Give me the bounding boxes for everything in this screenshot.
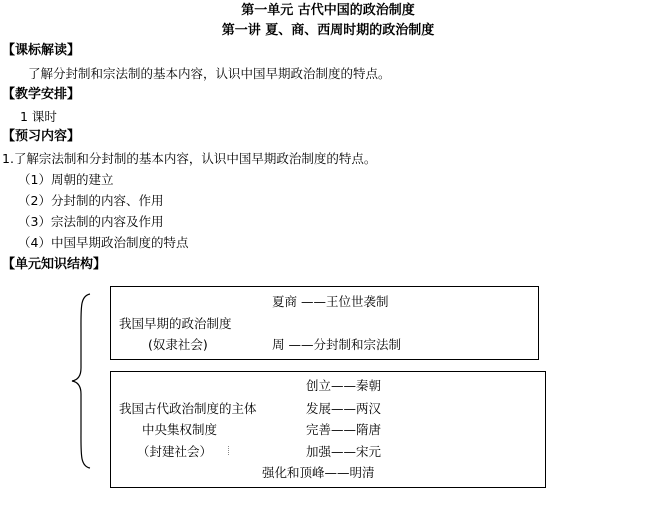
section-heading-schedule: 【教学安排】 (2, 87, 81, 102)
box1-left-label: 我国早期的政治制度 (119, 316, 232, 331)
preview-item: （1）周朝的建立 (18, 172, 114, 187)
schedule-text: 1 课时 (20, 109, 57, 124)
box2-left-sub1: 中央集权制度 (142, 422, 218, 437)
preview-item: （3）宗法制的内容及作用 (18, 214, 164, 229)
box2-left-label: 我国古代政治制度的主体 (119, 401, 257, 416)
box2-stage: 完善——隋唐 (306, 422, 382, 437)
box2-stage: 创立——秦朝 (306, 378, 382, 393)
standard-text: 了解分封制和宗法制的基本内容，认识中国早期政治制度的特点。 (28, 66, 391, 81)
box1-zhou: 周 ——分封制和宗法制 (272, 337, 401, 352)
unit-title: 第一单元 古代中国的政治制度 (241, 3, 415, 18)
box1-left-sub: (奴隶社会) (148, 337, 208, 352)
box2-stage: 发展——两汉 (306, 401, 382, 416)
section-heading-structure: 【单元知识结构】 (2, 257, 107, 272)
curly-brace-icon (68, 292, 94, 470)
section-heading-preview: 【预习内容】 (2, 129, 81, 144)
preview-item: （4）中国早期政治制度的特点 (18, 235, 189, 250)
box2-stage: 强化和顶峰——明清 (262, 465, 375, 480)
lesson-title: 第一讲 夏、商、西周时期的政治制度 (221, 23, 435, 38)
section-heading-standard: 【课标解读】 (2, 43, 81, 58)
box2-left-sub2: （封建社会） (137, 444, 213, 459)
preview-intro: 1.了解宗法制和分封制的基本内容，认识中国早期政治制度的特点。 (2, 151, 377, 166)
box2-stage: 加强——宋元 (306, 444, 382, 459)
box1-xia-shang: 夏商 ——王位世袭制 (272, 294, 389, 309)
preview-item: （2）分封制的内容、作用 (18, 193, 164, 208)
divider-mark (228, 446, 230, 455)
